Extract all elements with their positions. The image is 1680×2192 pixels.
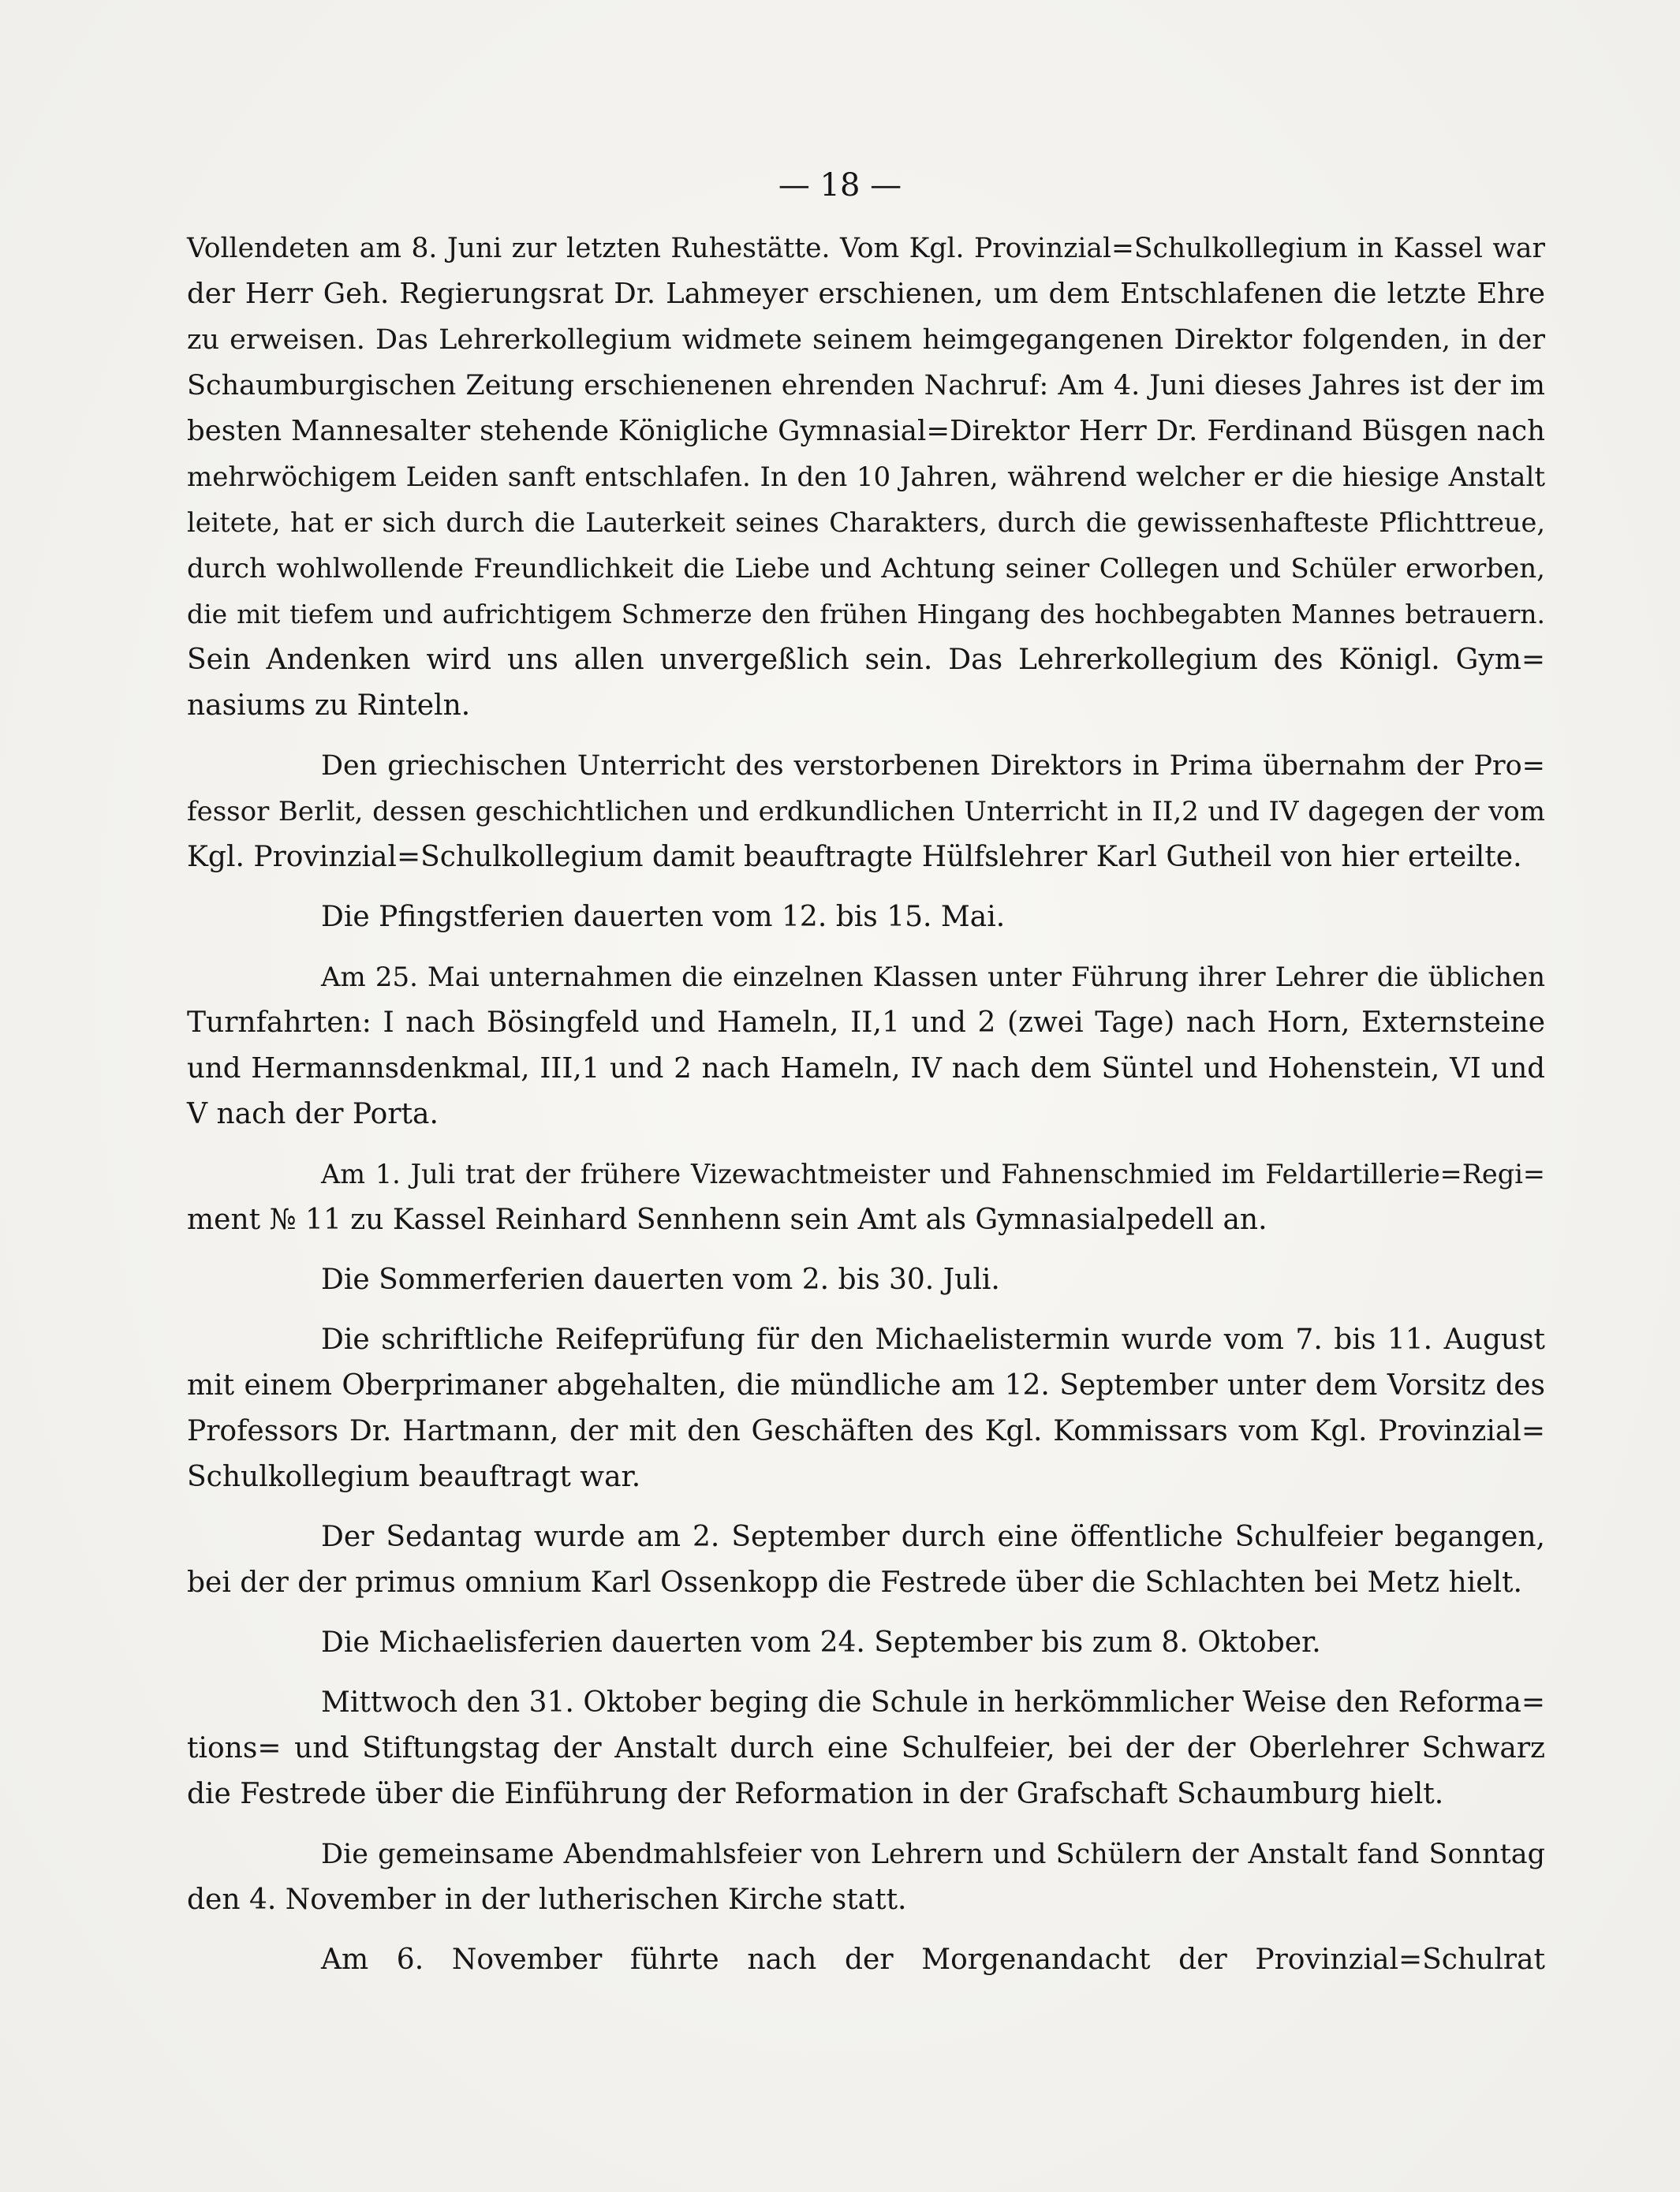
text-line: den 4. November in der lutherischen Kirche statt.	[187, 1884, 907, 1916]
text-line: Die Michaelisferien dauerten vom 24. September bis zum 8. Oktober.	[321, 1626, 1321, 1659]
text-line: leitete, hat er sich durch die Lauterkeit seines Charakters, durch die gewissenhafteste Pflichttreue,	[187, 507, 1545, 538]
text-line: V nach der Porta.	[187, 1098, 439, 1130]
text-line: Vollendeten am 8. Juni zur letzten Ruhestätte. Vom Kgl. Provinzial=Schulkollegium in Kassel war	[187, 233, 1545, 264]
paragraph-communion	[187, 1832, 1545, 1923]
text-line: und Hermannsdenkmal, III,1 und 2 nach Hameln, IV nach dem Süntel und Hohenstein, VI und	[187, 1052, 1545, 1085]
text-line: fessor Berlit, dessen geschichtlichen und erdkundlichen Unterricht in II,2 und IV dagegen der vom	[187, 796, 1545, 827]
text-line: Die schriftliche Reifeprüfung für den Michaelistermin wurde vom 7. bis 11. August	[321, 1324, 1545, 1356]
body-text	[187, 226, 1545, 1983]
text-line: die mit tiefem und aufrichtigem Schmerze den frühen Hingang des hochbegabten Mannes betrauern.	[187, 599, 1545, 629]
text-line: Mittwoch den 31. Oktober beging die Schule in herkömmlicher Weise den Reforma=	[321, 1686, 1545, 1719]
paragraph-whitsun-holidays	[187, 894, 1545, 940]
text-line: Der Sedantag wurde am 2. September durch eine öffentliche Schulfeier begangen,	[321, 1521, 1545, 1553]
text-line: Die Sommerferien dauerten vom 2. bis 30. Juli.	[321, 1264, 1000, 1296]
paragraph-final-exams	[187, 1317, 1545, 1500]
text-line: mit einem Oberprimaner abgehalten, die mündliche am 12. September unter dem Vorsitz des	[187, 1369, 1545, 1402]
text-line: bei der der primus omnium Karl Ossenkopp die Festrede über die Schlachten bei Metz hielt.	[187, 1567, 1522, 1599]
text-line: Die Pfingstferien dauerten vom 12. bis 15. Mai.	[321, 901, 1006, 933]
text-line: Den griechischen Unterricht des verstorbenen Direktors in Prima übernahm der Pro=	[321, 750, 1545, 782]
paragraph-greek-instruction	[187, 743, 1545, 880]
text-line: ment № 11 zu Kassel Reinhard Sennhenn sein Amt als Gymnasialpedell an.	[187, 1204, 1267, 1236]
paragraph-janitor	[187, 1152, 1545, 1243]
paragraph-sedan-day	[187, 1514, 1545, 1606]
text-line: Am 1. Juli trat der frühere Vizewachtmeister und Fahnenschmied im Feldartillerie=Regi=	[321, 1159, 1545, 1189]
paragraph-november-visit	[187, 1937, 1545, 1983]
text-line: Die gemeinsame Abendmahlsfeier von Lehrern und Schülern der Anstalt fand Sonntag	[321, 1839, 1545, 1870]
paragraph-obituary	[187, 226, 1545, 729]
text-line: Turnfahrten: I nach Bösingfeld und Hameln, II,1 und 2 (zwei Tage) nach Horn, Externsteine	[187, 1006, 1545, 1039]
text-line: Schulkollegium beauftragt war.	[187, 1461, 641, 1493]
text-line: Schaumburgischen Zeitung erschienenen ehrenden Nachruf: Am 4. Juni dieses Jahres ist der im	[187, 370, 1545, 401]
text-line: tions= und Stiftungstag der Anstalt durch eine Schulfeier, bei der der Oberlehrer Schwarz	[187, 1732, 1545, 1764]
paragraph-michaelmas-holidays	[187, 1620, 1545, 1666]
paragraph-excursions	[187, 954, 1545, 1137]
text-line: Am 6. November führte nach der Morgenandacht der Provinzial=Schulrat	[321, 1944, 1545, 1976]
text-line: durch wohlwollende Freundlichkeit die Liebe und Achtung seiner Collegen und Schüler erworben,	[187, 553, 1545, 584]
text-line: Sein Andenken wird uns allen unvergeßlich sein. Das Lehrerkollegium des Königl. Gym=	[187, 644, 1545, 676]
text-line: Professors Dr. Hartmann, der mit den Geschäften des Kgl. Kommissars vom Kgl. Provinzial=	[187, 1415, 1545, 1447]
page-number: — 18 —	[778, 167, 902, 204]
text-line: die Festrede über die Einführung der Reformation in der Grafschaft Schaumburg hielt.	[187, 1778, 1444, 1810]
text-line: besten Mannesalter stehende Königliche Gymnasial=Direktor Herr Dr. Ferdinand Büsgen nach	[187, 415, 1545, 447]
paragraph-reformation-day	[187, 1680, 1545, 1817]
text-line: nasiums zu Rinteln.	[187, 689, 471, 722]
text-line: mehrwöchigem Leiden sanft entschlafen. In den 10 Jahren, während welcher er die hiesige Anstalt	[187, 461, 1545, 493]
text-line: zu erweisen. Das Lehrerkollegium widmete seinem heimgegangenen Direktor folgenden, in der	[187, 324, 1545, 356]
text-line: Am 25. Mai unternahmen die einzelnen Klassen unter Führung ihrer Lehrer die üblichen	[321, 962, 1545, 993]
text-line: Kgl. Provinzial=Schulkollegium damit beauftragte Hülfslehrer Karl Gutheil von hier erteilte.	[187, 841, 1522, 873]
text-line: der Herr Geh. Regierungsrat Dr. Lahmeyer erschienen, um dem Entschlafenen die letzte Ehre	[187, 278, 1545, 310]
paragraph-summer-holidays	[187, 1257, 1545, 1303]
